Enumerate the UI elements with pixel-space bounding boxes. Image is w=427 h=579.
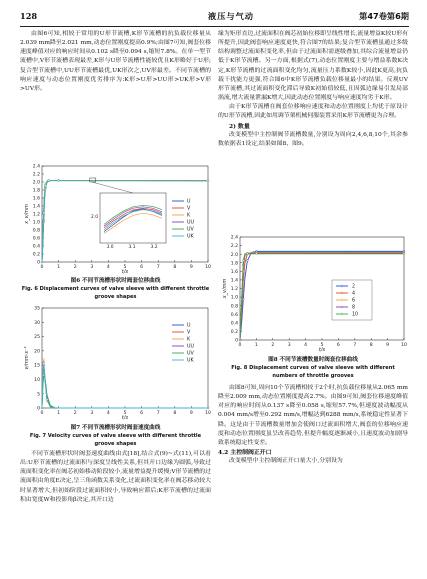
y-tick-label: 15 — [34, 363, 40, 369]
x-tick-label: 1 — [254, 343, 258, 348]
series-marker-10 — [256, 253, 258, 255]
y-tick-label: 2.4 — [230, 235, 238, 241]
y-tick-label: 0.8 — [230, 304, 238, 310]
series-line-UU — [42, 365, 208, 408]
x-tick-label: 2 — [73, 411, 77, 416]
figure-7-caption-en: Fig. 7 Velocity curves of valve sleeve with different throttle groove shapes — [29, 433, 202, 447]
issue-label: 第47卷第6期 — [359, 11, 409, 21]
legend-label-10: 10 — [352, 312, 359, 318]
series-marker-2 — [246, 260, 248, 262]
x-tick-label: 1 — [57, 265, 61, 270]
x-tick-label: 0 — [40, 411, 44, 416]
y-tick-label: 0.6 — [230, 312, 238, 318]
y-tick-label: 2.0 — [32, 180, 40, 186]
y-tick-label: 2.2 — [32, 172, 40, 178]
right-column-top — [218, 30, 408, 149]
right-paragraph-2: 由于K形节流槽在阀套位移响应速度和动态位置刚度上均优于原设计的U形节流槽,因此如用调节架机械伺服装置采用K形节流槽更为合理。 — [218, 104, 408, 120]
series-line-U — [42, 362, 208, 408]
y-tick-label: 2.2 — [230, 244, 238, 250]
y-tick-label: 2.0 — [230, 252, 238, 258]
x-tick-label: 3 — [90, 411, 94, 416]
y-tick-label: 0.2 — [32, 252, 40, 258]
y-tick-label: 25 — [34, 335, 40, 341]
series-marker-UK — [54, 407, 56, 409]
x-tick-label: 8 — [173, 265, 177, 270]
x-tick-label: 4 — [106, 265, 110, 270]
y-tick-label: 1.6 — [32, 196, 40, 202]
zoom-connector — [92, 182, 133, 193]
series-line-6 — [240, 253, 404, 340]
legend-label-UV: UV — [187, 351, 194, 357]
y-tick-label: 0.8 — [32, 228, 40, 234]
legend-label-UU: UU — [187, 220, 195, 226]
x-tick-label: 2 — [73, 265, 77, 270]
series-line-10 — [240, 254, 404, 340]
series-line-V — [42, 372, 208, 408]
series-line-K — [42, 359, 208, 408]
y-tick-label: 20 — [34, 349, 40, 355]
y-tick-label: 1.0 — [230, 295, 238, 301]
x-tick-label: 9 — [386, 343, 390, 348]
series-marker-10 — [239, 339, 241, 341]
series-marker-10 — [403, 253, 405, 255]
series-marker-UK — [207, 407, 209, 409]
figure-7-caption — [20, 424, 211, 448]
y-tick-label: 30 — [34, 320, 40, 326]
left-column-bottom — [20, 450, 211, 505]
x-tick-label: 3 — [287, 343, 291, 348]
x-tick-label: 7 — [353, 343, 357, 348]
series-marker-UK — [41, 261, 43, 263]
figure-8-caption-cn: 图8 不同节流槽数量时阀套位移曲线 — [268, 357, 358, 363]
series-line-8 — [240, 253, 404, 340]
y-tick-label: 1.4 — [230, 278, 238, 284]
x-tick-label: 8 — [173, 411, 177, 416]
legend-marker-8 — [341, 306, 343, 308]
figure-7-chart — [22, 305, 212, 420]
y-tick-label: 0 — [37, 406, 40, 412]
inset-x-tick-label: 3.0 — [106, 245, 114, 250]
x-tick-label: 1 — [57, 411, 61, 416]
legend-marker-2 — [341, 285, 343, 287]
y-axis-label: x_v/mm — [222, 278, 228, 299]
x-tick-label: 5 — [123, 265, 127, 270]
legend-label-6: 6 — [352, 298, 356, 304]
series-marker-UK — [43, 363, 45, 365]
legend-label-UU: UU — [187, 344, 195, 350]
x-tick-label: 9 — [189, 411, 193, 416]
y-tick-label: 1.4 — [32, 204, 40, 210]
y-tick-label: 10 — [34, 378, 40, 384]
x-tick-label: 6 — [336, 343, 340, 348]
y-tick-label: 0.4 — [32, 244, 40, 250]
inset-y-tick-label: 2.0 — [91, 215, 98, 220]
y-tick-label: 1.6 — [230, 269, 238, 275]
legend-label-UV: UV — [187, 227, 194, 233]
right-paragraph-5: 改变模型中主控制阀正开口量大小,分别设为 — [229, 458, 343, 465]
series-marker-UK — [44, 185, 46, 187]
legend-marker-6 — [341, 299, 343, 301]
figure-8-chart — [220, 234, 408, 352]
x-tick-label: 6 — [140, 411, 144, 416]
legend-label-8: 8 — [352, 305, 356, 311]
series-line-4 — [240, 252, 404, 340]
legend-label-4: 4 — [352, 291, 356, 297]
series-marker-UK — [48, 180, 50, 182]
series-marker-UK — [41, 407, 43, 409]
series-line-2 — [240, 251, 404, 340]
x-tick-label: 9 — [189, 265, 193, 270]
figure-8-caption-en: Fig. 8 Displacement curves of valve sleeve with different numbers of throttle grooves — [231, 365, 395, 379]
inset-frame — [100, 193, 166, 243]
y-tick-label: 0.4 — [230, 321, 238, 327]
x-tick-label: 7 — [156, 265, 160, 270]
journal-title: 液压与气动 — [208, 11, 254, 21]
x-tick-label: 10 — [205, 265, 211, 270]
legend-label-K: K — [187, 213, 191, 219]
y-tick-label: 0.6 — [32, 236, 40, 242]
figure-6-chart — [22, 163, 212, 274]
x-tick-label: 5 — [320, 343, 324, 348]
right-paragraph-1: 缘为矩形直边,过流面积在阀芯初始位移即呈线性增长,流量增益K较U形有所提升,因此阀套响应速度更快,符合图7的结果;复合型节流槽虽通过多级结构调整过流面积变化率,但由于过流面积需逐级叠加,其综合流量增益仍低于K形节流槽。另一方面,根据式(7),动态位置刚度主要与增益系数K决定,K形节流槽的过流面积变化均匀,流量压力系数K较小,因此K更高,抗负载干扰能力更强,符合图6中K形节流槽负载位移量最小的结果。反观UV形节流槽,其过流面积变化滞后导致K初始值较低,且因弧边缘易引发局部涡流,增大流量泄漏K增大,因此动态位置刚度与响应速度均劣于K形。 — [218, 31, 408, 102]
legend-marker-10 — [341, 313, 343, 315]
y-tick-label: 1.0 — [32, 220, 40, 226]
legend-label-U: U — [187, 199, 191, 205]
series-marker-10 — [242, 260, 244, 262]
y-tick-label: 1.8 — [230, 261, 238, 267]
y-axis-label: x_v/mm — [24, 204, 30, 224]
series-marker-UK — [46, 399, 48, 401]
legend-label-K: K — [187, 337, 191, 343]
legend-label-2: 2 — [352, 284, 356, 290]
legend-label-V: V — [187, 206, 191, 212]
right-column-bottom — [218, 384, 408, 466]
series-line-UK — [42, 364, 208, 408]
x-tick-label: 0 — [238, 343, 242, 348]
inset-x-tick-label: 3.2 — [150, 245, 158, 250]
page-number: 128 — [20, 11, 38, 21]
figure-6-caption-cn: 图6 不同节流槽形状时阀套位移曲线 — [70, 278, 161, 284]
legend-marker-4 — [341, 292, 343, 294]
x-tick-label: 3 — [90, 265, 94, 270]
y-tick-label: 1.8 — [32, 188, 40, 194]
plot-frame — [42, 308, 208, 408]
x-tick-label: 10 — [205, 411, 211, 416]
series-marker-UK — [207, 180, 209, 182]
left-column-top — [20, 30, 211, 94]
right-paragraph-3: 改变模型中主控制阀节流槽数量,分别设为周向2,4,6,8,10个,其余参数依据表1设定,结果如图8、图9。 — [218, 131, 408, 147]
y-tick-label: 35 — [34, 306, 40, 312]
x-tick-label: 4 — [304, 343, 308, 348]
y-tick-label: 1.2 — [32, 212, 40, 218]
left-paragraph-2: 不同节流槽形状时阀套速度曲线由式[18],结合式(9)~式(11),可以看出:U形节流槽的过流面积与深度呈线性关系,但其开口边缘为圆弧,导致过流面积变化率在阀芯初始移动阶段较小,流量增益提升缓慢;V形节流槽的过流面积由角度E决定,呈三角函数关系变化,过流面积变化率在阀芯移动较大时显著增大,但初始阶段过流面积较小,导致响应滞后;K形节流槽的过流面积由宽度W和投影角β决定,其开口边 — [20, 451, 211, 503]
x-tick-label: 10 — [401, 343, 407, 348]
figure-6-caption-en: Fig. 6 Displacement curves of valve sleeve with different throttle groove shapes — [21, 286, 210, 300]
series-marker-UK — [58, 180, 60, 182]
legend-label-UK: UK — [187, 234, 194, 240]
legend-label-UK: UK — [187, 358, 194, 364]
figure-8-caption — [218, 356, 408, 380]
x-tick-label: 5 — [123, 411, 127, 416]
section-heading-4-2: 4.2 主控制阀正开口 — [218, 449, 272, 457]
x-tick-label: 8 — [369, 343, 373, 348]
series-marker-10 — [246, 253, 248, 255]
y-tick-label: 0 — [235, 338, 238, 344]
x-axis-label: t/s — [121, 415, 129, 420]
left-paragraph-1: 由图6可知,相较于常用的U形节流槽,K形节流槽的抗负载位移量从2.039 mm降至2.021 mm,动态位置刚度提高0.9%;由图7可知,阀套位移速度峰值对应的响应时间从0.102 s降至0.094 s,缩短7.8%。在单一型节流槽中,V形节流槽表现最差,K形与U形节流槽性能较优且K形略好于U形;复合型节流槽中,UU形节流槽最优,UK形次之,UV形最差。不同节流槽的响应速度与动态位置刚度优劣排序为:K形>U形>UU形>UK形>V形>UV形。 — [20, 31, 211, 92]
y-tick-label: 1.2 — [230, 287, 238, 293]
series-marker-K — [43, 359, 45, 361]
x-axis-label: t/s — [318, 347, 326, 352]
x-tick-label: 6 — [140, 265, 144, 270]
right-paragraph-4: 由图8可知,周向10个节流槽相较于2个时,抗负载位移量从2.065 mm降至2.009 mm,动态位置刚度提高2.7%。由图9可知,阀套位移速度峰值对应的响应时间从0.137 s降至0.058 s,缩短57.7%,但速度波动幅度从0.004 mm/s增至0.292 mm/s,增幅达到6288 mm/s,系统稳定性显著下降。这是由于节流槽数量增加会使阀口过流面积增大,阀套的位移响应速度和动态位置刚度虽呈改善趋势,但提升幅度逐渐减小,且速度波动加剧导致系统稳定性变差。 — [218, 385, 408, 446]
page-header — [20, 0, 409, 27]
legend-label-V: V — [187, 330, 191, 336]
y-tick-label: 0.2 — [230, 330, 238, 336]
x-tick-label: 7 — [156, 411, 160, 416]
y-tick-label: 5 — [37, 392, 40, 398]
y-tick-label: 0 — [37, 260, 40, 266]
x-tick-label: 2 — [271, 343, 275, 348]
subheading-count: 2) 数量 — [229, 122, 250, 130]
x-axis-label: t/s — [121, 269, 129, 274]
figure-6-caption — [20, 277, 211, 301]
series-marker-UK — [43, 212, 45, 214]
y-axis-label: v/mm·s⁻¹ — [24, 346, 30, 370]
inset-x-tick-label: 3.1 — [128, 245, 136, 250]
x-tick-label: 0 — [40, 265, 44, 270]
legend-label-U: U — [187, 323, 191, 329]
series-line-UV — [42, 375, 208, 408]
x-tick-label: 4 — [106, 411, 110, 416]
y-tick-label: 2.4 — [32, 164, 40, 170]
figure-7-caption-cn: 图7 不同节流槽形状时阀套速度曲线 — [70, 425, 161, 431]
